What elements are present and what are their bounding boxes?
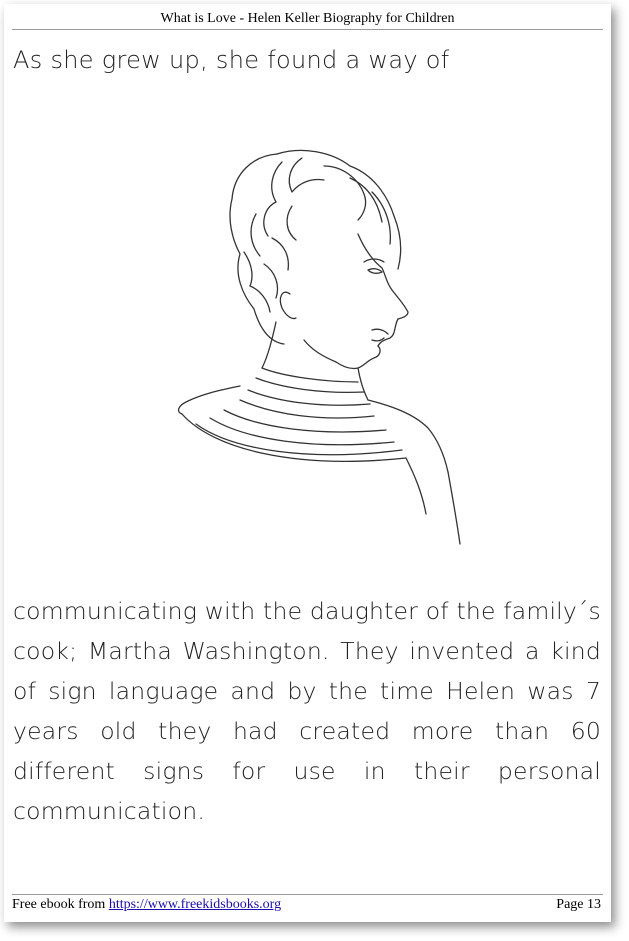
intro-text: As she grew up, she found a way of [13, 46, 450, 74]
freekidsbooks-link[interactable]: https://www.freekidsbooks.org [108, 897, 282, 912]
footer-prefix: Free ebook from [12, 897, 109, 912]
body-paragraph: communicating with the daughter of the family´s cook; Martha Washington. They invented a kind of sign language and by the time Helen was 7 years old they had created more than 60 different signs for use in their personal communication. [13, 597, 601, 825]
helen-keller-portrait-illustration [172, 144, 462, 549]
ebook-page [4, 4, 611, 922]
page-number: Page 13 [556, 897, 601, 912]
footer-divider [12, 894, 603, 895]
page-header-title: What is Love - Helen Keller Biography for Children [160, 11, 455, 26]
header-divider [12, 29, 603, 30]
footer-source [12, 897, 281, 913]
